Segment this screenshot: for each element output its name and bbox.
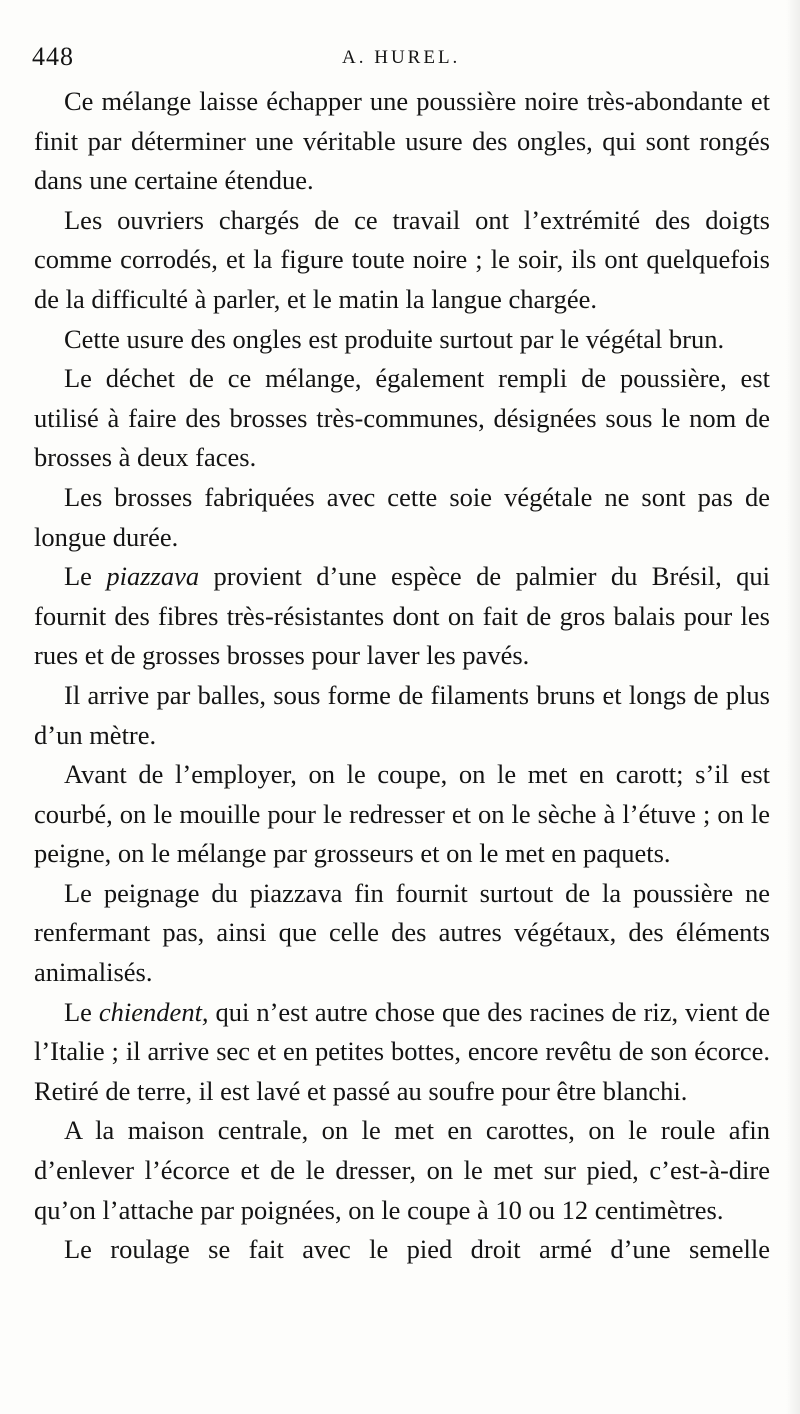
page-gutter-shadow	[786, 0, 800, 1414]
paragraph-text-before: Le	[64, 561, 107, 592]
paragraph	[34, 993, 770, 1112]
page-number: 448	[32, 42, 74, 71]
paragraph	[34, 320, 770, 360]
paragraph	[34, 478, 770, 557]
paragraph	[34, 359, 770, 478]
running-head	[30, 42, 770, 72]
paragraph-text: Avant de l’employer, on le coupe, on le met en carott; s’il est courbé, on le mouille pour le redresser et on le sèche à l’étuve ; on le peigne, on le mélange par grosseurs et on le met en paquets.	[34, 759, 770, 869]
paragraph	[34, 557, 770, 676]
paragraph	[34, 82, 770, 201]
paragraph	[34, 874, 770, 993]
italic-term: chiendent,	[98, 996, 209, 1027]
paragraph-text: Il arrive par balles, sous forme de filaments bruns et longs de plus d’un mètre.	[34, 679, 770, 750]
paragraph-text-after: provient d’une espèce de palmier du Brésil, qui fournit des fibres très-résistantes dont on fait de gros balais pour les rues et de grosses brosses pour laver les pavés.	[34, 561, 770, 671]
body-text	[34, 82, 770, 1270]
paragraph	[34, 755, 770, 874]
paragraph-text: Les brosses fabriquées avec cette soie végétale ne sont pas de longue durée.	[34, 481, 770, 552]
italic-term: piazzava	[106, 561, 200, 592]
paragraph-text: Ce mélange laisse échapper une poussière noire très-abondante et finit par déterminer une véritable usure des ongles, qui sont rongés dans une certaine étendue.	[34, 86, 770, 196]
paragraph-text: A la maison centrale, on le met en carottes, on le roule afin d’enlever l’écorce et de le dresser, on le met sur pied, c’est-à-dire qu’on l’attache par poignées, on le coupe à 10 ou 12 centimètres.	[34, 1115, 770, 1225]
paragraph	[34, 1111, 770, 1230]
paragraph-text: Le peignage du piazzava fin fournit surtout de la poussière ne renfermant pas, ainsi que celle des autres végétaux, des éléments animalisés.	[34, 877, 770, 988]
paragraph-text-after: qui n’est autre chose que des racines de riz, vient de l’Italie ; il arrive sec et en petites bottes, encore revêtu de son écorce. Retiré de terre, il est lavé et passé au soufre pour être blanchi.	[34, 996, 770, 1106]
running-head-author: A. HUREL.	[342, 47, 461, 68]
paragraph-text: Les ouvriers chargés de ce travail ont l’extrémité des doigts comme corrodés, et la figure toute noire ; le soir, ils ont quelquefois de la difficulté à parler, et le matin la langue chargée.	[34, 204, 770, 314]
paragraph-text: Le déchet de ce mélange, également rempli de poussière, est utilisé à faire des brosses très-communes, désignées sous le nom de brosses à deux faces.	[34, 363, 770, 473]
paragraph-text-before: Le	[64, 996, 99, 1027]
paragraph	[34, 201, 770, 320]
paragraph	[34, 676, 770, 755]
paragraph	[34, 1230, 770, 1270]
paragraph-text: Cette usure des ongles est produite surtout par le végétal brun.	[64, 323, 725, 354]
paragraph-text: Le roulage se fait avec le pied droit armé d’une semelle	[64, 1234, 770, 1265]
